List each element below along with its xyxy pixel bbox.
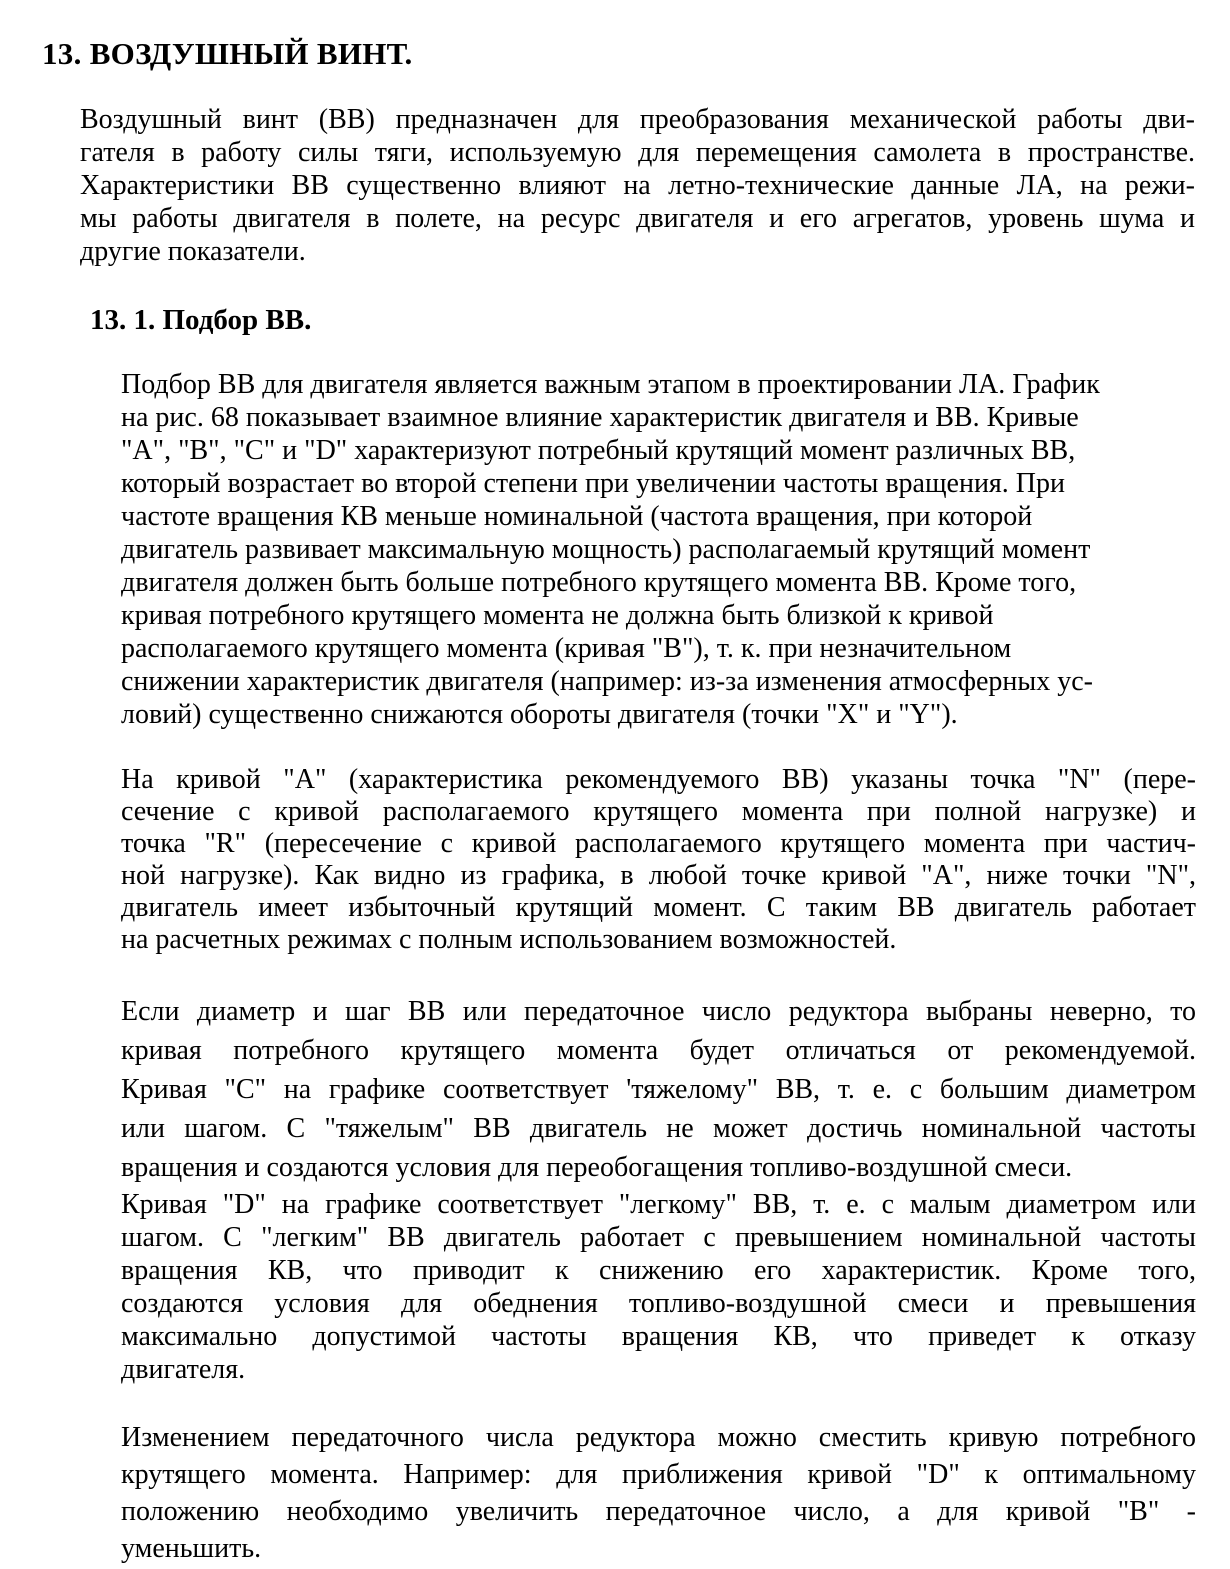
text-line: ной нагрузке). Как видно из графика, в любой точке кривой "А", ниже точки "N", [121, 860, 1196, 891]
text-line: частоте вращения КВ меньше номинальной (частота вращения, при которой [121, 501, 1033, 532]
text-line: на расчетных режимах с полным использованием возможностей. [121, 924, 897, 955]
text-line: Кривая "С" на графике соответствует 'тяжелому" ВВ, т. е. с большим диаметром [121, 1074, 1196, 1105]
text-line: Кривая "D" на графике соответствует "легкому" ВВ, т. е. с малым диаметром или [121, 1189, 1196, 1220]
text-line: вращения КВ, что приводит к снижению его характеристик. Кроме того, [121, 1255, 1196, 1286]
text-line: Воздушный винт (ВВ) предназначен для преобразования механической работы дви- [80, 104, 1195, 135]
text-line: кривая потребного крутящего момента не должна быть близкой к кривой [121, 600, 994, 631]
text-line: шагом. С "легким" ВВ двигатель работает с превышением номинальной частоты [121, 1222, 1196, 1253]
text-line: сечение с кривой располагаемого крутящего момента при полной нагрузке) и [121, 796, 1196, 827]
text-line: двигатель развивает максимальную мощность) располагаемый крутящий момент [121, 534, 1091, 565]
paragraph-curve-a-points [121, 764, 1196, 956]
text-line: Характеристики ВВ существенно влияют на летно-технические данные ЛА, на режи- [80, 170, 1195, 201]
text-line: На кривой "А" (характеристика рекомендуемого ВВ) указаны точка "N" (пере- [121, 764, 1196, 795]
text-line: максимально допустимой частоты вращения КВ, что приведет к отказу [121, 1321, 1196, 1352]
text-line: который возрастает во второй степени при увеличении частоты вращения. При [121, 468, 1066, 499]
intro-paragraph [80, 103, 1195, 268]
text-line: двигателя должен быть больше потребного крутящего момента ВВ. Кроме того, [121, 567, 1077, 598]
text-line: создаются условия для обеднения топливо-воздушной смеси и превышения [121, 1288, 1196, 1319]
text-line: кривая потребного крутящего момента будет отличаться от рекомендуемой. [121, 1035, 1196, 1066]
section-heading: 13. 1. Подбор ВВ. [90, 304, 312, 336]
text-line: на рис. 68 показывает взаимное влияние характеристик двигателя и ВВ. Кривые [121, 402, 1079, 433]
text-line: Подбор ВВ для двигателя является важным этапом в проектировании ЛА. График [121, 369, 1100, 400]
text-line: двигателя. [121, 1354, 246, 1385]
paragraph-light-propeller [121, 1188, 1196, 1386]
text-line: уменьшить. [121, 1533, 262, 1564]
paragraph-heavy-propeller [121, 992, 1196, 1187]
text-line: или шагом. С "тяжелым" ВВ двигатель не может достичь номинальной частоты [121, 1113, 1196, 1144]
text-line: ловий) существенно снижаются обороты двигателя (точки "X" и "Y"). [121, 699, 958, 730]
text-line: Если диаметр и шаг ВВ или передаточное число редуктора выбраны неверно, то [121, 996, 1196, 1027]
text-line: точка "R" (пересечение с кривой располагаемого крутящего момента при частич- [121, 828, 1196, 859]
text-line: другие показатели. [80, 236, 306, 267]
text-line: "А", "В", "С" и "D" характеризуют потребный крутящий момент различных ВВ, [121, 435, 1076, 466]
text-line: вращения и создаются условия для переобогащения топливо-воздушной смеси. [121, 1152, 1073, 1183]
paragraph-propeller-selection [121, 368, 1196, 731]
paragraph-gear-ratio [121, 1419, 1196, 1567]
text-line: мы работы двигателя в полете, на ресурс двигателя и его агрегатов, уровень шума и [80, 203, 1195, 234]
text-line: снижении характеристик двигателя (например: из-за изменения атмосферных ус- [121, 666, 1093, 697]
text-line: положению необходимо увеличить передаточное число, а для кривой "В" - [121, 1496, 1196, 1527]
chapter-title: 13. ВОЗДУШНЫЙ ВИНТ. [42, 36, 413, 71]
text-line: двигатель имеет избыточный крутящий момент. С таким ВВ двигатель работает [121, 892, 1196, 923]
text-line: Изменением передаточного числа редуктора можно сместить кривую потребного [121, 1422, 1196, 1453]
text-line: располагаемого крутящего момента (кривая "В"), т. к. при незначительном [121, 633, 1012, 664]
text-line: крутящего момента. Например: для приближения кривой "D" к оптимальному [121, 1459, 1196, 1490]
text-line: гателя в работу силы тяги, используемую для перемещения самолета в пространстве. [80, 137, 1195, 168]
